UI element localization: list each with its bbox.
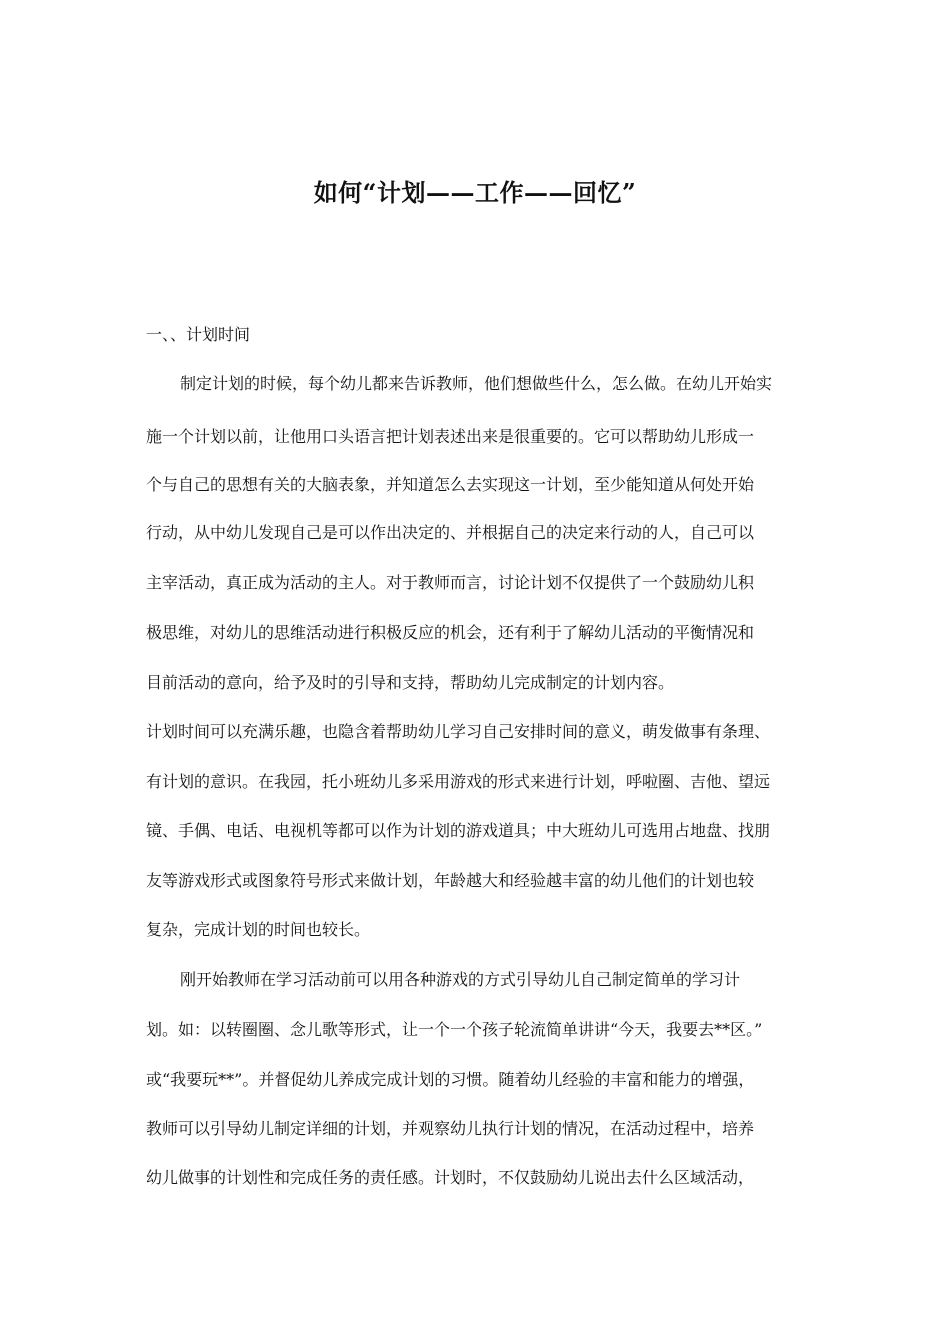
paragraph-line: 目前活动的意向，给予及时的引导和支持，帮助幼儿完成制定的计划内容。 [146, 673, 675, 692]
paragraph-line: 划。如：以转圈圈、念儿歌等形式，让一个一个孩子轮流简单讲讲“今天，我要去**区。” [146, 1020, 763, 1039]
paragraph-line: 刚开始教师在学习活动前可以用各种游戏的方式引导幼儿自己制定简单的学习计 [180, 970, 741, 989]
section-heading: 一、、计划时间 [146, 325, 251, 344]
paragraph-line: 有计划的意识。在我园，托小班幼儿多采用游戏的形式来进行计划，呼啦圈、吉他、望远 [146, 772, 771, 791]
paragraph-line: 教师可以引导幼儿制定详细的计划，并观察幼儿执行计划的情况，在活动过程中，培养 [146, 1119, 755, 1138]
paragraph-line: 或“我要玩**”。并督促幼儿养成完成计划的习惯。随着幼儿经验的丰富和能力的增强， [146, 1070, 755, 1089]
paragraph-line: 镜、手偶、电话、电视机等都可以作为计划的游戏道具；中大班幼儿可选用占地盘、找朋 [146, 821, 771, 840]
paragraph-line: 主宰活动，真正成为活动的主人。对于教师而言，讨论计划不仅提供了一个鼓励幼儿积 [146, 573, 755, 592]
paragraph-line: 行动，从中幼儿发现自己是可以作出决定的、并根据自己的决定来行动的人，自己可以 [146, 523, 755, 542]
paragraph-line: 复杂，完成计划的时间也较长。 [146, 920, 371, 939]
paragraph-line: 极思维，对幼儿的思维活动进行积极反应的机会，还有利于了解幼儿活动的平衡情况和 [146, 623, 755, 642]
paragraph-line: 幼儿做事的计划性和完成任务的责任感。计划时，不仅鼓励幼儿说出去什么区域活动， [146, 1168, 755, 1187]
paragraph-line: 制定计划的时候，每个幼儿都来告诉教师，他们想做些什么，怎么做。在幼儿开始实 [180, 374, 773, 393]
paragraph-line: 友等游戏形式或图象符号形式来做计划，年龄越大和经验越丰富的幼儿他们的计划也较 [146, 871, 755, 890]
paragraph-line: 施一个计划以前，让他用口头语言把计划表述出来是很重要的。它可以帮助幼儿形成一 [146, 427, 755, 446]
paragraph-line: 个与自己的思想有关的大脑表象，并知道怎么去实现这一计划，至少能知道从何处开始 [146, 475, 755, 494]
document-title: 如何“计划——工作——回忆” [313, 178, 637, 207]
paragraph-line: 计划时间可以充满乐趣，也隐含着帮助幼儿学习自己安排时间的意义，萌发做事有条理、 [146, 722, 771, 741]
